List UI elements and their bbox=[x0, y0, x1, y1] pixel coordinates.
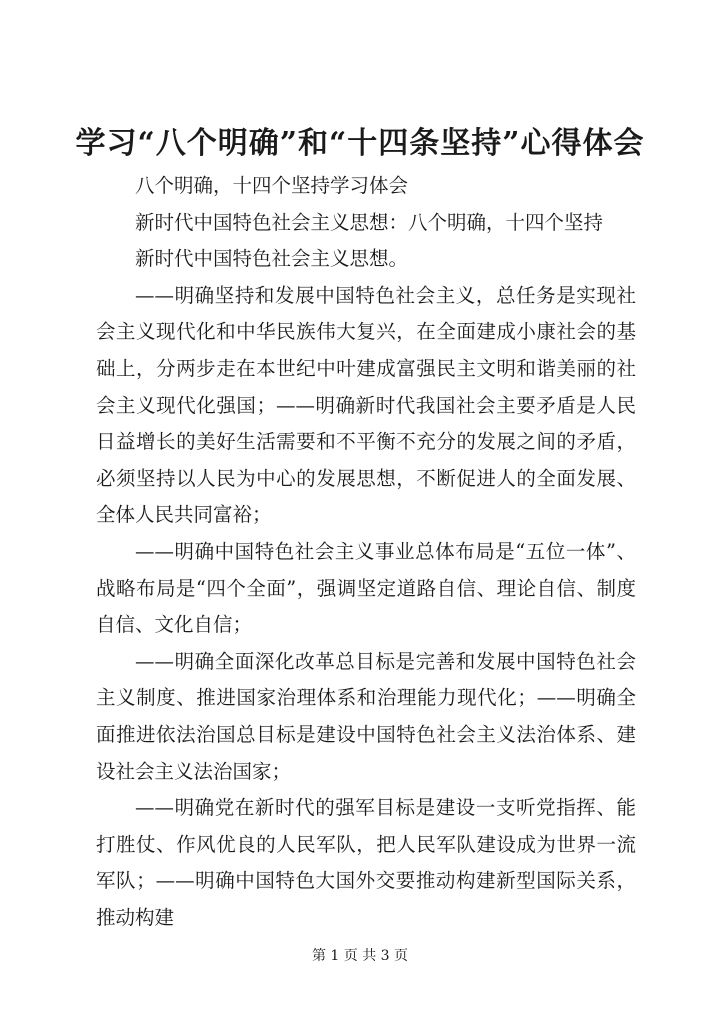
paragraph: ——明确全面深化改革总目标是完善和发展中国特色社会主义制度、推进国家治理体系和治理能力现代化；——明确全面推进依法治国总目标是建设中国特色社会主义法治体系、建设社会主义法治国家； bbox=[96, 649, 636, 783]
paragraph: 新时代中国特色社会主义思想。 bbox=[135, 247, 409, 271]
document-title: 学习“八个明确”和“十四条坚持”心得体会 bbox=[75, 126, 645, 161]
document-body bbox=[96, 168, 636, 936]
paragraph: 八个明确，十四个坚持学习体会 bbox=[135, 174, 409, 197]
page-footer: 第 1 页 共 3 页 bbox=[311, 948, 409, 964]
paragraph: 新时代中国特色社会主义思想：八个明确，十四个坚持 bbox=[135, 210, 604, 234]
paragraph: ——明确中国特色社会主义事业总体布局是“五位一体”、战略布局是“四个全面”，强调坚定道路自信、理论自信、制度自信、文化自信； bbox=[96, 539, 636, 637]
paragraph: ——明确坚持和发展中国特色社会主义，总任务是实现社会主义现代化和中华民族伟大复兴，在全面建成小康社会的基础上，分两步走在本世纪中叶建成富强民主文明和谐美丽的社会主义现代化强国；——明确新时代我国社会主要矛盾是人民日益增长的美好生活需要和不平衡不充分的发展之间的矛盾，必须坚持以人民为中心的发展思想，不断促进人的全面发展、全体人民共同富裕； bbox=[96, 283, 636, 527]
paragraph: ——明确党在新时代的强军目标是建设一支听党指挥、能打胜仗、作风优良的人民军队，把人民军队建设成为世界一流军队；——明确中国特色大国外交要推动构建新型国际关系，推动构建 bbox=[96, 796, 636, 929]
